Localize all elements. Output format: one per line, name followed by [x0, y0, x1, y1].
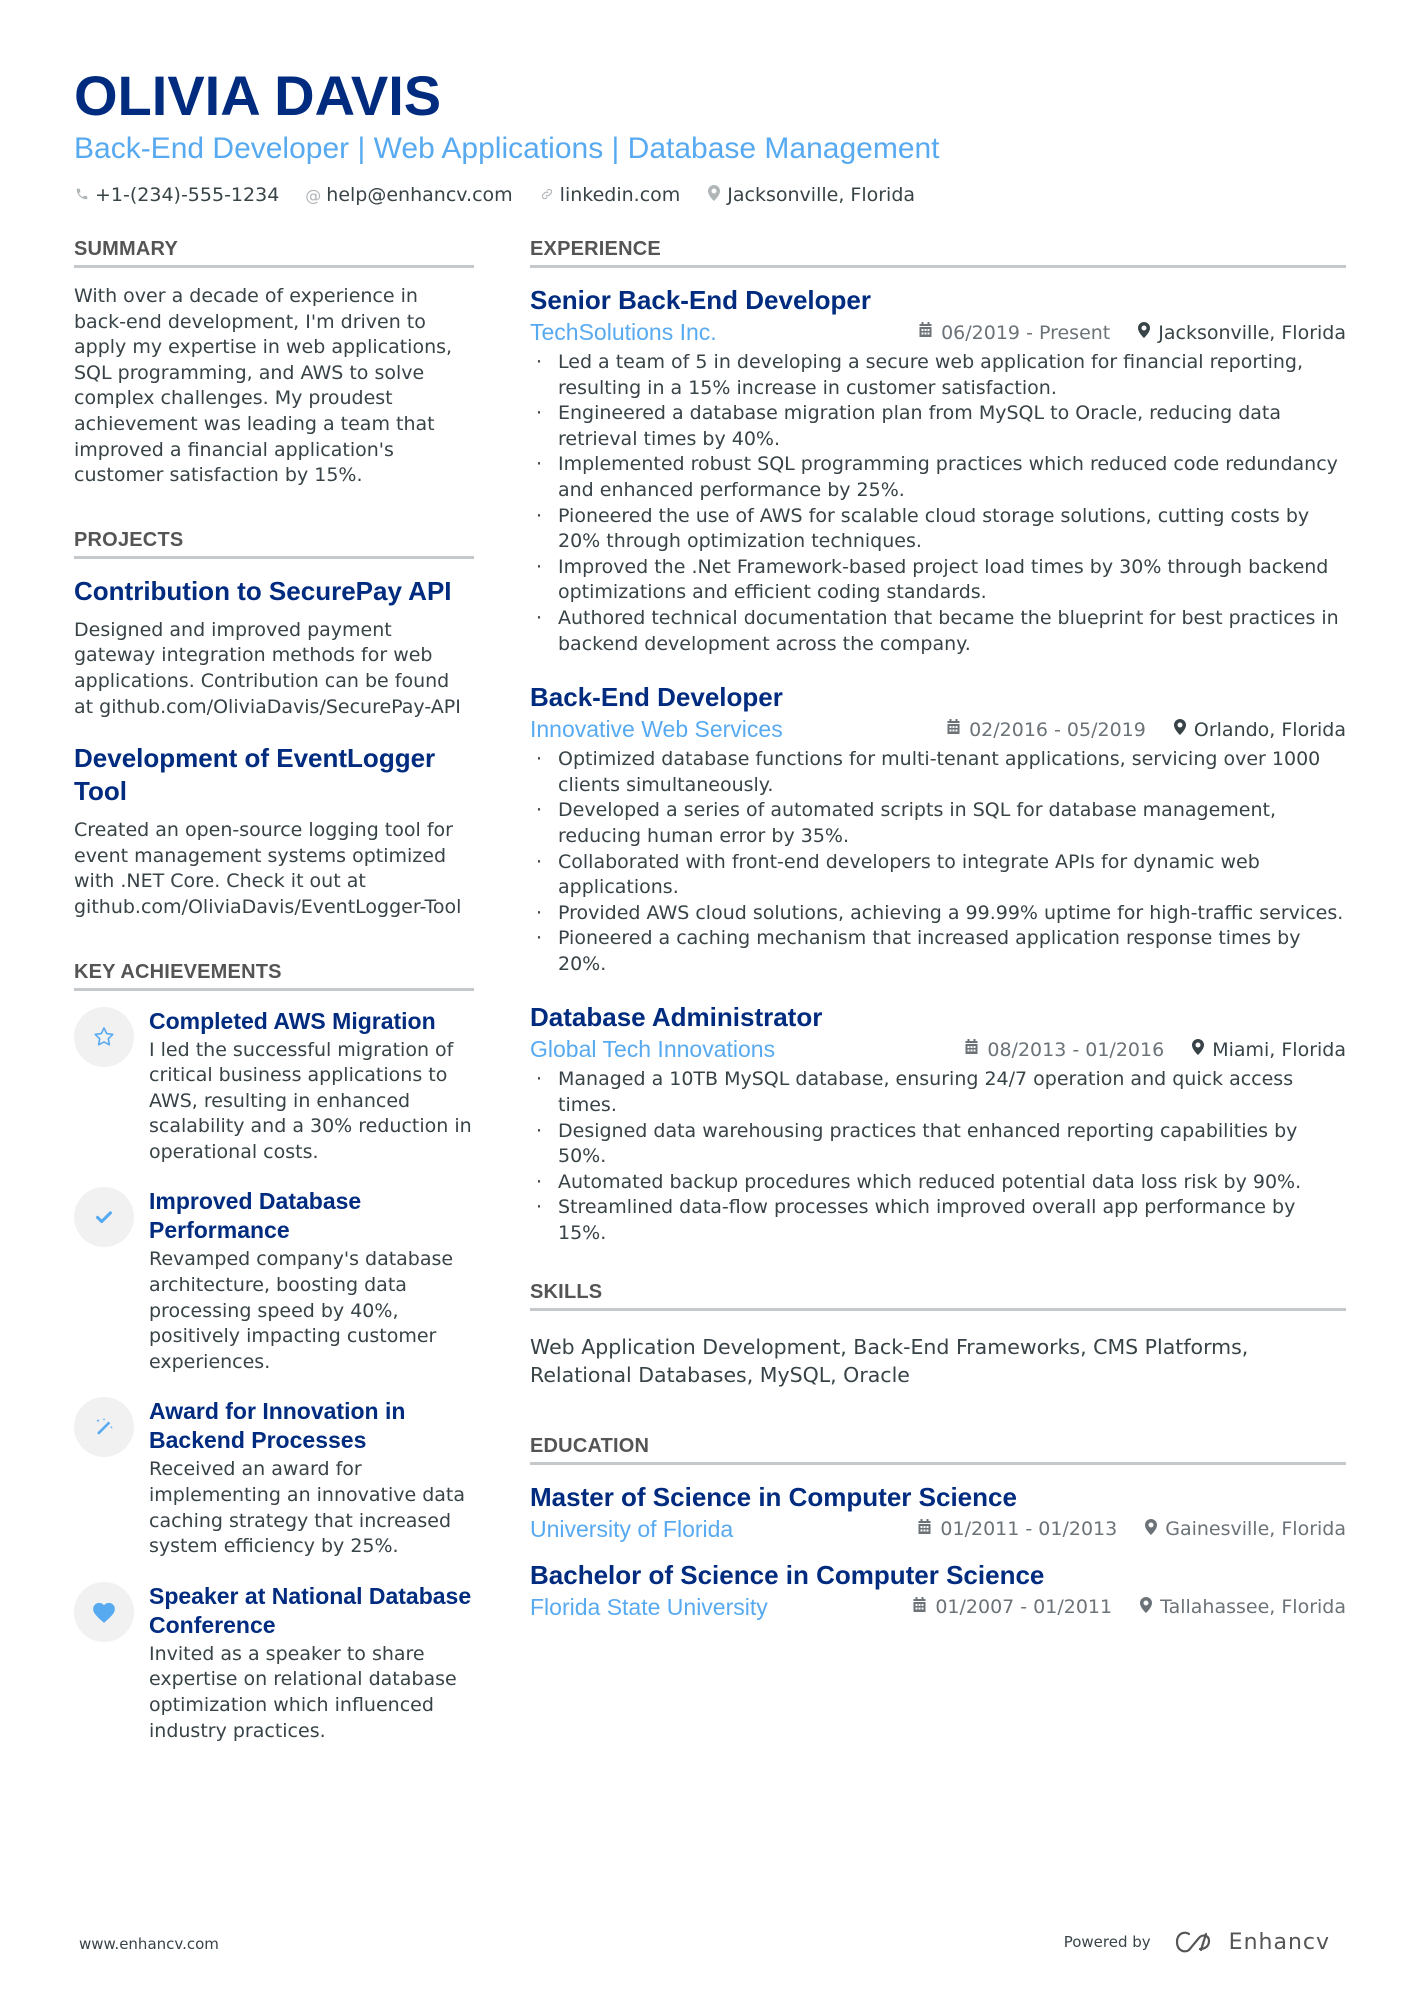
achievement-description: Revamped company's database architecture, boosting data processing speed by 40%, positively impacting customer experiences.: [149, 1248, 454, 1373]
education-dates: 01/2011 - 01/2013: [940, 1518, 1118, 1541]
project-title: Contribution to SecurePay API: [74, 575, 452, 606]
education-entry: [530, 1559, 1346, 1621]
calendar-icon: [912, 1597, 927, 1618]
projects-section: [74, 529, 474, 921]
phone-text: +1-(234)-555-1234: [95, 184, 280, 206]
phone-icon: [74, 186, 90, 205]
company-name: Innovative Web Services: [530, 716, 783, 743]
enhancv-logo: [1173, 1929, 1330, 1955]
location-pin-icon: [1192, 1039, 1204, 1060]
school-name: University of Florida: [530, 1515, 734, 1542]
brand-name: Enhancv: [1228, 1929, 1330, 1955]
skills-heading: SKILLS: [530, 1281, 1346, 1311]
bullet-item: · Improved the .Net Framework-based project load times by 30% through backend optimizations and efficient coding standards.: [530, 555, 1346, 606]
bullet-item: · Collaborated with front-end developers to integrate APIs for dynamic web applications.: [530, 850, 1346, 901]
location-pin-icon: [1174, 719, 1186, 740]
projects-heading: PROJECTS: [74, 529, 474, 559]
job-dates: 06/2019 - Present: [941, 321, 1111, 344]
education-location: Tallahassee, Florida: [1160, 1596, 1346, 1619]
project-item: [74, 575, 474, 720]
job-title: Database Administrator: [530, 1002, 823, 1033]
school-name: Florida State University: [530, 1593, 768, 1620]
powered-by-label: Powered by: [1063, 1933, 1151, 1951]
job-bullets: [530, 1067, 1346, 1246]
education-location: Gainesville, Florida: [1165, 1518, 1346, 1541]
achievements-heading: KEY ACHIEVEMENTS: [74, 961, 474, 991]
achievement-title: Completed AWS Migration: [149, 1007, 436, 1034]
job-location: Orlando, Florida: [1193, 718, 1346, 741]
degree-title: Bachelor of Science in Computer Science: [530, 1559, 1045, 1590]
bullet-item: · Provided AWS cloud solutions, achieving a 99.99% uptime for high-traffic services.: [530, 901, 1346, 927]
bullet-item: · Pioneered a caching mechanism that increased application response times by 20%.: [530, 926, 1346, 977]
achievement-title: Award for Innovation in Backend Processes: [149, 1398, 406, 1454]
achievement-item: [74, 1397, 474, 1559]
job-bullets: [530, 350, 1346, 657]
left-column: [74, 238, 474, 1784]
powered-by-badge[interactable]: [1064, 1929, 1330, 1955]
checkmark-icon: [74, 1187, 134, 1247]
footer-website-link[interactable]: www.enhancv.com: [79, 1935, 219, 1953]
company-name: Global Tech Innovations: [530, 1036, 776, 1063]
bullet-item: · Optimized database functions for multi-tenant applications, servicing over 1000 clients simultaneously.: [530, 747, 1346, 798]
bullet-item: · Automated backup procedures which reduced potential data loss risk by 90%.: [530, 1170, 1346, 1196]
resume-header: [74, 62, 1354, 206]
achievement-description: I led the successful migration of critical business applications to AWS, resulting in enhanced scalability and a 30% reduction in operational costs.: [149, 1038, 472, 1163]
achievement-description: Invited as a speaker to share expertise on relational database optimization which influenced industry practices.: [149, 1642, 457, 1742]
bullet-item: · Authored technical documentation that became the blueprint for best practices in backend development across the company.: [530, 606, 1346, 657]
location-text: Jacksonville, Florida: [727, 184, 916, 206]
achievement-item: [74, 1582, 474, 1744]
heart-icon: [74, 1582, 134, 1642]
education-section: [530, 1435, 1346, 1621]
magic-wand-icon: [74, 1397, 134, 1457]
job-entry: [530, 1001, 1346, 1246]
bullet-item: · Streamlined data-flow processes which improved overall app performance by 15%.: [530, 1195, 1346, 1246]
calendar-icon: [917, 1519, 932, 1540]
bullet-item: · Engineered a database migration plan from MySQL to Oracle, reducing data retrieval times by 40%.: [530, 401, 1346, 452]
star-icon: [74, 1007, 134, 1067]
email-text[interactable]: help@enhancv.com: [326, 184, 513, 206]
achievement-item: [74, 1187, 474, 1375]
summary-heading: SUMMARY: [74, 238, 474, 268]
bullet-item: · Led a team of 5 in developing a secure web application for financial reporting, resulting in a 15% increase in customer satisfaction.: [530, 350, 1346, 401]
contact-phone: [74, 184, 279, 206]
candidate-headline: Back-End Developer | Web Applications | Database Management: [74, 132, 940, 165]
at-icon: @: [305, 185, 322, 205]
education-heading: EDUCATION: [530, 1435, 1346, 1465]
achievements-section: [74, 961, 474, 1745]
contact-list: [74, 184, 1354, 206]
enhancv-logo-icon: [1173, 1929, 1219, 1955]
job-dates: 02/2016 - 05/2019: [969, 718, 1146, 741]
bullet-item: · Designed data warehousing practices that enhanced reporting capabilities by 50%.: [530, 1119, 1346, 1170]
page-footer: [0, 1925, 1410, 1965]
job-dates: 08/2013 - 01/2016: [987, 1038, 1165, 1061]
company-name: TechSolutions Inc.: [530, 319, 717, 345]
link-icon: [539, 186, 555, 205]
achievement-description: Received an award for implementing an innovative data caching strategy that increased system efficiency by 25%.: [149, 1458, 466, 1558]
summary-section: [74, 238, 474, 489]
achievement-item: [74, 1007, 474, 1166]
calendar-icon: [964, 1039, 979, 1060]
education-dates: 01/2007 - 01/2011: [935, 1596, 1113, 1619]
bullet-item: · Pioneered the use of AWS for scalable cloud storage solutions, cutting costs by 20% through optimization techniques.: [530, 504, 1346, 555]
degree-title: Master of Science in Computer Science: [530, 1481, 1017, 1512]
location-pin-icon: [706, 185, 722, 205]
skills-text: Web Application Development, Back-End Frameworks, CMS Platforms, Relational Databases, MySQL, Oracle: [530, 1334, 1249, 1387]
experience-heading: EXPERIENCE: [530, 238, 1346, 268]
project-description: Created an open-source logging tool for event management systems optimized with .NET Core. Check it out at github.com/OliviaDavis/EventLogger-Tool: [74, 819, 462, 918]
skills-section: [530, 1281, 1346, 1389]
education-entry: [530, 1481, 1346, 1543]
right-column: [530, 238, 1346, 1661]
calendar-icon: [946, 719, 961, 740]
job-location: Miami, Florida: [1212, 1038, 1346, 1061]
project-description: Designed and improved payment gateway integration methods for web applications. Contribution can be found at github.com/OliviaDavis/SecurePay-API: [74, 618, 461, 718]
job-entry: [530, 284, 1346, 657]
location-pin-icon: [1145, 1519, 1157, 1540]
bullet-item: · Managed a 10TB MySQL database, ensuring 24/7 operation and quick access times.: [530, 1067, 1346, 1118]
job-title: Back-End Developer: [530, 682, 783, 713]
contact-linkedin[interactable]: [539, 184, 681, 206]
job-location: Jacksonville, Florida: [1158, 321, 1346, 344]
location-pin-icon: [1138, 322, 1150, 343]
achievement-title: Improved Database Performance: [149, 1188, 362, 1244]
calendar-icon: [918, 322, 933, 343]
bullet-item: · Developed a series of automated scripts in SQL for database management, reducing human error by 35%.: [530, 798, 1346, 849]
job-title: Senior Back-End Developer: [530, 285, 871, 315]
achievement-title: Speaker at National Database Conference: [149, 1582, 472, 1638]
project-item: [74, 742, 474, 920]
location-pin-icon: [1140, 1597, 1152, 1618]
job-bullets: [530, 747, 1346, 977]
experience-section: [530, 238, 1346, 1247]
linkedin-text[interactable]: linkedin.com: [559, 184, 681, 206]
project-title: Development of EventLogger Tool: [74, 743, 436, 807]
candidate-name: OLIVIA DAVIS: [74, 64, 442, 127]
summary-text: With over a decade of experience in back-end development, I'm driven to apply my expertise in web applications, SQL programming, and AWS to solve complex challenges. My proudest achievement was leading a team that improved a financial application's customer satisfaction by 15%.: [74, 285, 453, 487]
job-entry: [530, 681, 1346, 977]
bullet-item: · Implemented robust SQL programming practices which reduced code redundancy and enhanced performance by 25%.: [530, 452, 1346, 503]
contact-email[interactable]: [305, 184, 512, 206]
contact-location: [706, 184, 915, 206]
